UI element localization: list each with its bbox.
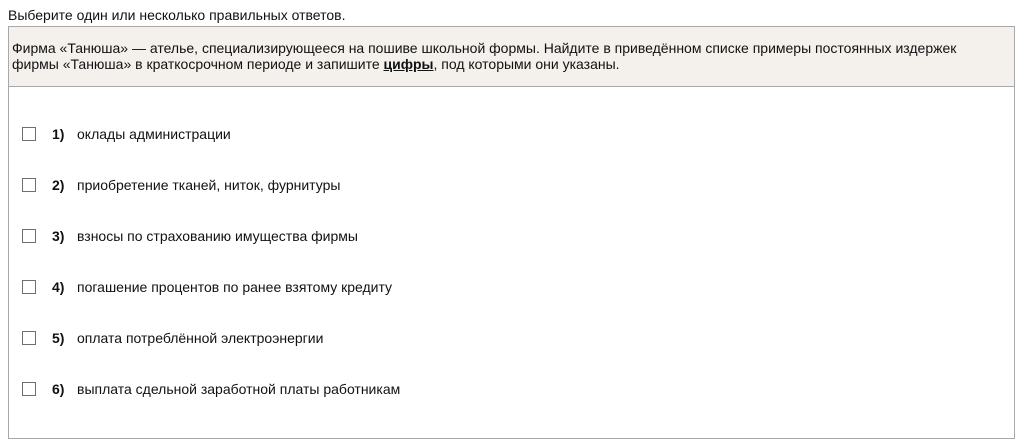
option-1[interactable]	[22, 124, 231, 144]
option-3-checkbox[interactable]	[22, 229, 36, 243]
instruction-text: Выберите один или несколько правильных ответов.	[8, 7, 346, 23]
option-2[interactable]	[22, 175, 340, 195]
option-3-number: 3)	[52, 228, 65, 244]
option-5-label: оплата потреблённой электроэнергии	[77, 330, 324, 346]
option-5[interactable]	[22, 328, 323, 348]
option-4-label: погашение процентов по ранее взятому кредиту	[77, 279, 393, 295]
option-2-number: 2)	[52, 177, 65, 193]
option-1-checkbox[interactable]	[22, 127, 36, 141]
option-5-number: 5)	[52, 330, 65, 346]
option-6[interactable]	[22, 379, 400, 399]
option-1-label: оклады администрации	[77, 126, 231, 142]
task-text-part2: , под которыми они указаны.	[433, 56, 620, 72]
option-2-label: приобретение тканей, ниток, фурнитуры	[77, 177, 341, 193]
option-2-checkbox[interactable]	[22, 178, 36, 192]
option-3[interactable]	[22, 226, 358, 246]
option-1-number: 1)	[52, 126, 65, 142]
option-4-number: 4)	[52, 279, 65, 295]
option-4-checkbox[interactable]	[22, 280, 36, 294]
option-5-checkbox[interactable]	[22, 331, 36, 345]
task-statement	[9, 27, 1014, 87]
task-emphasis: цифры	[383, 56, 434, 72]
option-6-checkbox[interactable]	[22, 382, 36, 396]
task-text-part1: Фирма «Танюша» — ателье, специализирующееся на пошиве школьной формы. Найдите в приведённом списке примеры постоянных издержек фирмы «Танюша» в краткосрочном периоде и запишите	[12, 40, 957, 72]
option-6-label: выплата сдельной заработной платы работникам	[77, 381, 401, 397]
option-6-number: 6)	[52, 381, 65, 397]
option-3-label: взносы по страхованию имущества фирмы	[77, 228, 358, 244]
task-box	[8, 26, 1015, 439]
option-4[interactable]	[22, 277, 392, 297]
